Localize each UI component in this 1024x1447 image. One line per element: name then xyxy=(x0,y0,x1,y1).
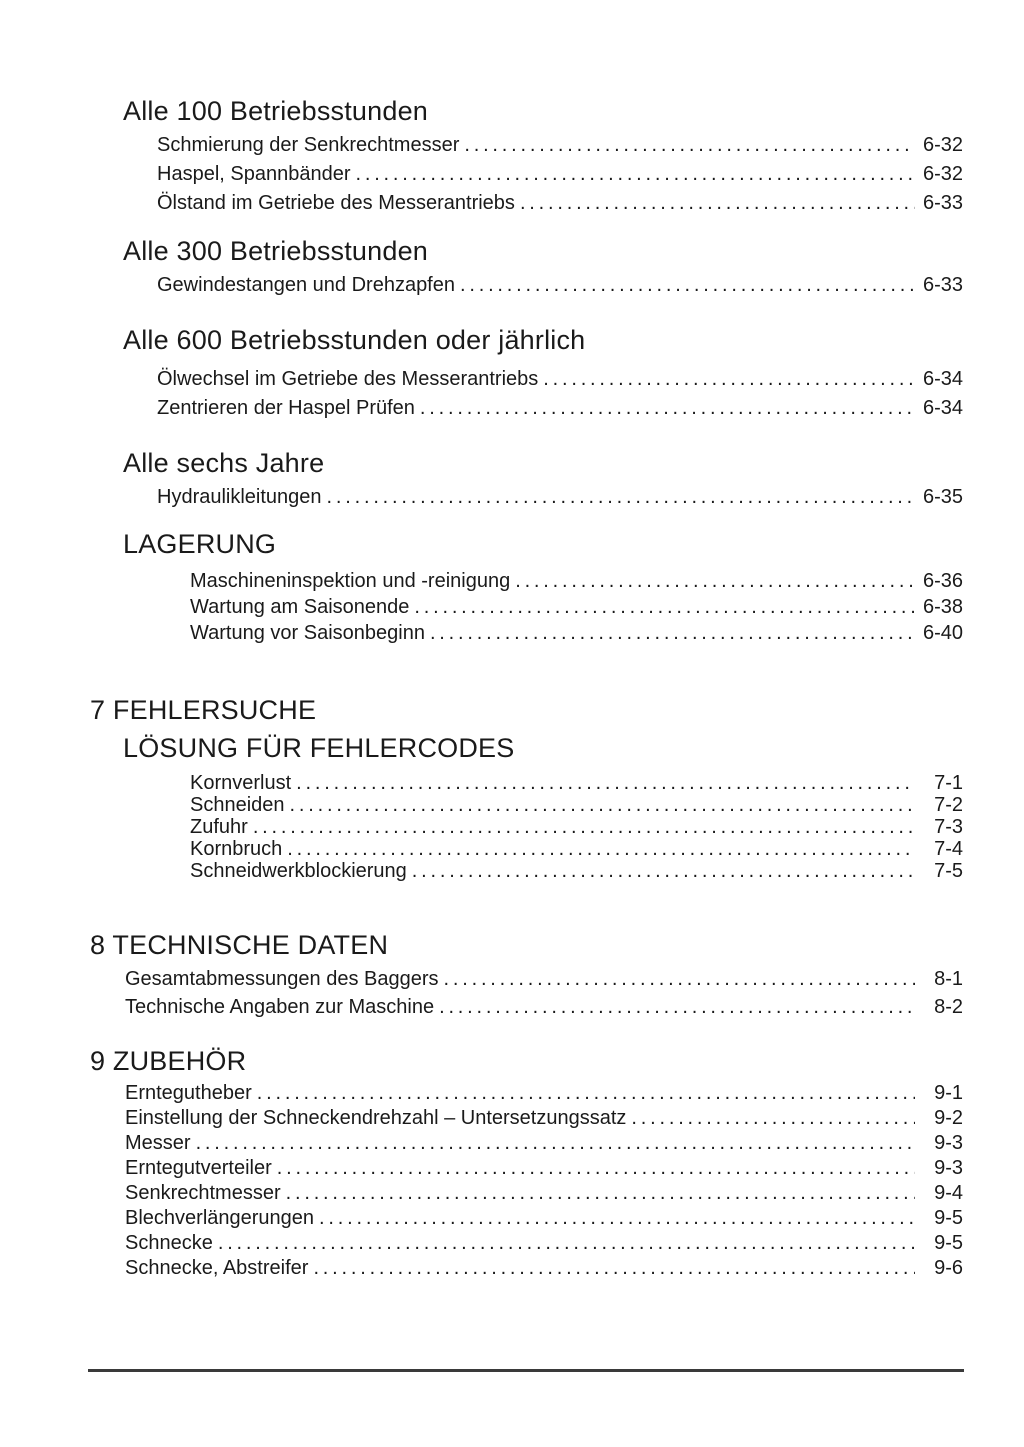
toc-entry-page: 6-36 xyxy=(922,570,963,592)
dot-leader xyxy=(313,1256,915,1281)
toc-entry-label: Schneidwerkblockierung xyxy=(190,860,407,882)
dot-leader xyxy=(414,594,915,620)
toc-entry-page: 6-32 xyxy=(922,163,963,185)
toc-entry-label: Schnecke, Abstreifer xyxy=(125,1257,309,1279)
dot-leader xyxy=(439,993,915,1021)
toc-entry-page: 9-3 xyxy=(934,1157,963,1179)
toc-row xyxy=(125,1131,963,1156)
dot-leader xyxy=(430,620,915,646)
toc-row xyxy=(125,1106,963,1131)
toc-entry-page: 9-5 xyxy=(934,1207,963,1229)
toc-row xyxy=(157,483,963,512)
toc-entry-page: 6-40 xyxy=(922,622,963,644)
toc-row xyxy=(157,365,963,394)
toc-section-title: 8 TECHNISCHE DATEN xyxy=(90,930,389,960)
toc-entry-label: Haspel, Spannbänder xyxy=(157,163,351,185)
toc-row xyxy=(190,816,963,838)
toc-section xyxy=(90,528,963,646)
toc-row xyxy=(125,1206,963,1231)
toc-row xyxy=(190,568,963,594)
toc-entry-page: 6-34 xyxy=(922,397,963,419)
dot-leader xyxy=(520,189,915,218)
toc-entry-page: 9-4 xyxy=(934,1182,963,1204)
toc-entry-label: Wartung vor Saisonbeginn xyxy=(190,622,425,644)
toc-entry-label: Einstellung der Schneckendrehzahl – Untersetzungssatz xyxy=(125,1107,627,1129)
toc-section-title: Alle 600 Betriebsstunden oder jährlich xyxy=(123,325,586,355)
toc-entry-label: Kornverlust xyxy=(190,772,292,794)
toc-section xyxy=(90,1045,963,1281)
toc-entry-page: 7-4 xyxy=(934,838,963,860)
dot-leader xyxy=(277,1156,915,1181)
dot-leader xyxy=(460,271,915,300)
toc-entry-page: 6-35 xyxy=(922,486,963,508)
dot-leader xyxy=(420,394,915,423)
dot-leader xyxy=(631,1106,915,1131)
toc-section-title: 9 ZUBEHÖR xyxy=(90,1046,247,1076)
toc-entry-label: Erntegutheber xyxy=(125,1082,252,1104)
toc-entry-page: 9-2 xyxy=(934,1107,963,1129)
toc-entry-label: Schnecke xyxy=(125,1232,213,1254)
toc-section-title: LÖSUNG FÜR FEHLERCODES xyxy=(123,733,515,763)
toc-entry-page: 9-5 xyxy=(934,1232,963,1254)
toc-entry-page: 7-5 xyxy=(934,860,963,882)
toc-row xyxy=(125,1231,963,1256)
toc-entry-page: 6-33 xyxy=(922,192,963,214)
toc-entry-page: 9-6 xyxy=(934,1257,963,1279)
footer-rule xyxy=(88,1369,964,1372)
toc-row xyxy=(157,160,963,189)
toc-section xyxy=(90,324,963,423)
toc-row xyxy=(125,1156,963,1181)
toc-entry-label: Gewindestangen und Drehzapfen xyxy=(157,274,455,296)
dot-leader xyxy=(290,794,915,816)
toc-entry-page: 8-2 xyxy=(934,996,963,1018)
toc-row xyxy=(125,965,963,993)
toc-entry-page: 9-3 xyxy=(934,1132,963,1154)
toc-entry-page: 6-38 xyxy=(922,596,963,618)
toc-entry-label: Zentrieren der Haspel Prüfen xyxy=(157,397,415,419)
toc-row xyxy=(190,794,963,816)
dot-leader xyxy=(257,1081,915,1106)
toc-entry-page: 6-32 xyxy=(922,134,963,156)
toc-row xyxy=(157,271,963,300)
toc-entry-page: 9-1 xyxy=(934,1082,963,1104)
dot-leader xyxy=(412,860,915,882)
toc-entry-label: Technische Angaben zur Maschine xyxy=(125,996,435,1018)
toc-row xyxy=(190,594,963,620)
toc-section-title: Alle 300 Betriebsstunden xyxy=(123,236,429,266)
toc-row xyxy=(125,1256,963,1281)
toc-entry-page: 7-1 xyxy=(934,772,963,794)
toc-row xyxy=(125,1181,963,1206)
dot-leader xyxy=(464,131,915,160)
toc-entry-label: Gesamtabmessungen des Baggers xyxy=(125,968,439,990)
toc-section xyxy=(90,235,963,300)
dot-leader xyxy=(515,568,915,594)
toc-entry-label: Schneiden xyxy=(190,794,285,816)
toc-section xyxy=(90,694,963,730)
toc-entry-label: Erntegutverteiler xyxy=(125,1157,272,1179)
toc-entry-label: Ölwechsel im Getriebe des Messerantriebs xyxy=(157,368,539,390)
toc-row xyxy=(190,772,963,794)
toc-entry-page: 8-1 xyxy=(934,968,963,990)
toc-entry-label: Blechverlängerungen xyxy=(125,1207,315,1229)
dot-leader xyxy=(444,965,915,993)
dot-leader xyxy=(543,365,915,394)
toc-entry-label: Maschineninspektion und -reinigung xyxy=(190,570,511,592)
toc-entry-page: 7-3 xyxy=(934,816,963,838)
dot-leader xyxy=(286,1181,915,1206)
toc-entry-label: Zufuhr xyxy=(190,816,248,838)
toc-row xyxy=(125,1081,963,1106)
toc-row xyxy=(157,394,963,423)
toc-row xyxy=(190,620,963,646)
dot-leader xyxy=(287,838,915,860)
dot-leader xyxy=(327,483,915,512)
toc-section xyxy=(90,447,963,512)
toc-section xyxy=(90,929,963,1021)
toc-entry-page: 6-33 xyxy=(922,274,963,296)
toc-entry-label: Schmierung der Senkrechtmesser xyxy=(157,134,460,156)
dot-leader xyxy=(355,160,915,189)
toc-entry-label: Kornbruch xyxy=(190,838,283,860)
toc-row xyxy=(190,838,963,860)
toc-entry-page: 7-2 xyxy=(934,794,963,816)
dot-leader xyxy=(218,1231,915,1256)
toc-section-title: Alle 100 Betriebsstunden xyxy=(123,96,429,126)
toc-entry-page: 6-34 xyxy=(922,368,963,390)
dot-leader xyxy=(196,1131,915,1156)
toc-section-title: LAGERUNG xyxy=(123,529,277,559)
dot-leader xyxy=(296,772,915,794)
toc-section xyxy=(90,732,963,882)
toc-section xyxy=(90,95,963,218)
toc-row xyxy=(125,993,963,1021)
toc-section-title: Alle sechs Jahre xyxy=(123,448,325,478)
toc-entry-label: Wartung am Saisonende xyxy=(190,596,410,618)
toc-entry-label: Senkrechtmesser xyxy=(125,1182,281,1204)
dot-leader xyxy=(319,1206,915,1231)
toc-row xyxy=(190,860,963,882)
toc-section-title: 7 FEHLERSUCHE xyxy=(90,695,317,725)
toc-entry-label: Ölstand im Getriebe des Messerantriebs xyxy=(157,192,515,214)
toc-entry-label: Messer xyxy=(125,1132,191,1154)
dot-leader xyxy=(253,816,915,838)
toc-row xyxy=(157,189,963,218)
toc-row xyxy=(157,131,963,160)
toc-entry-label: Hydraulikleitungen xyxy=(157,486,322,508)
